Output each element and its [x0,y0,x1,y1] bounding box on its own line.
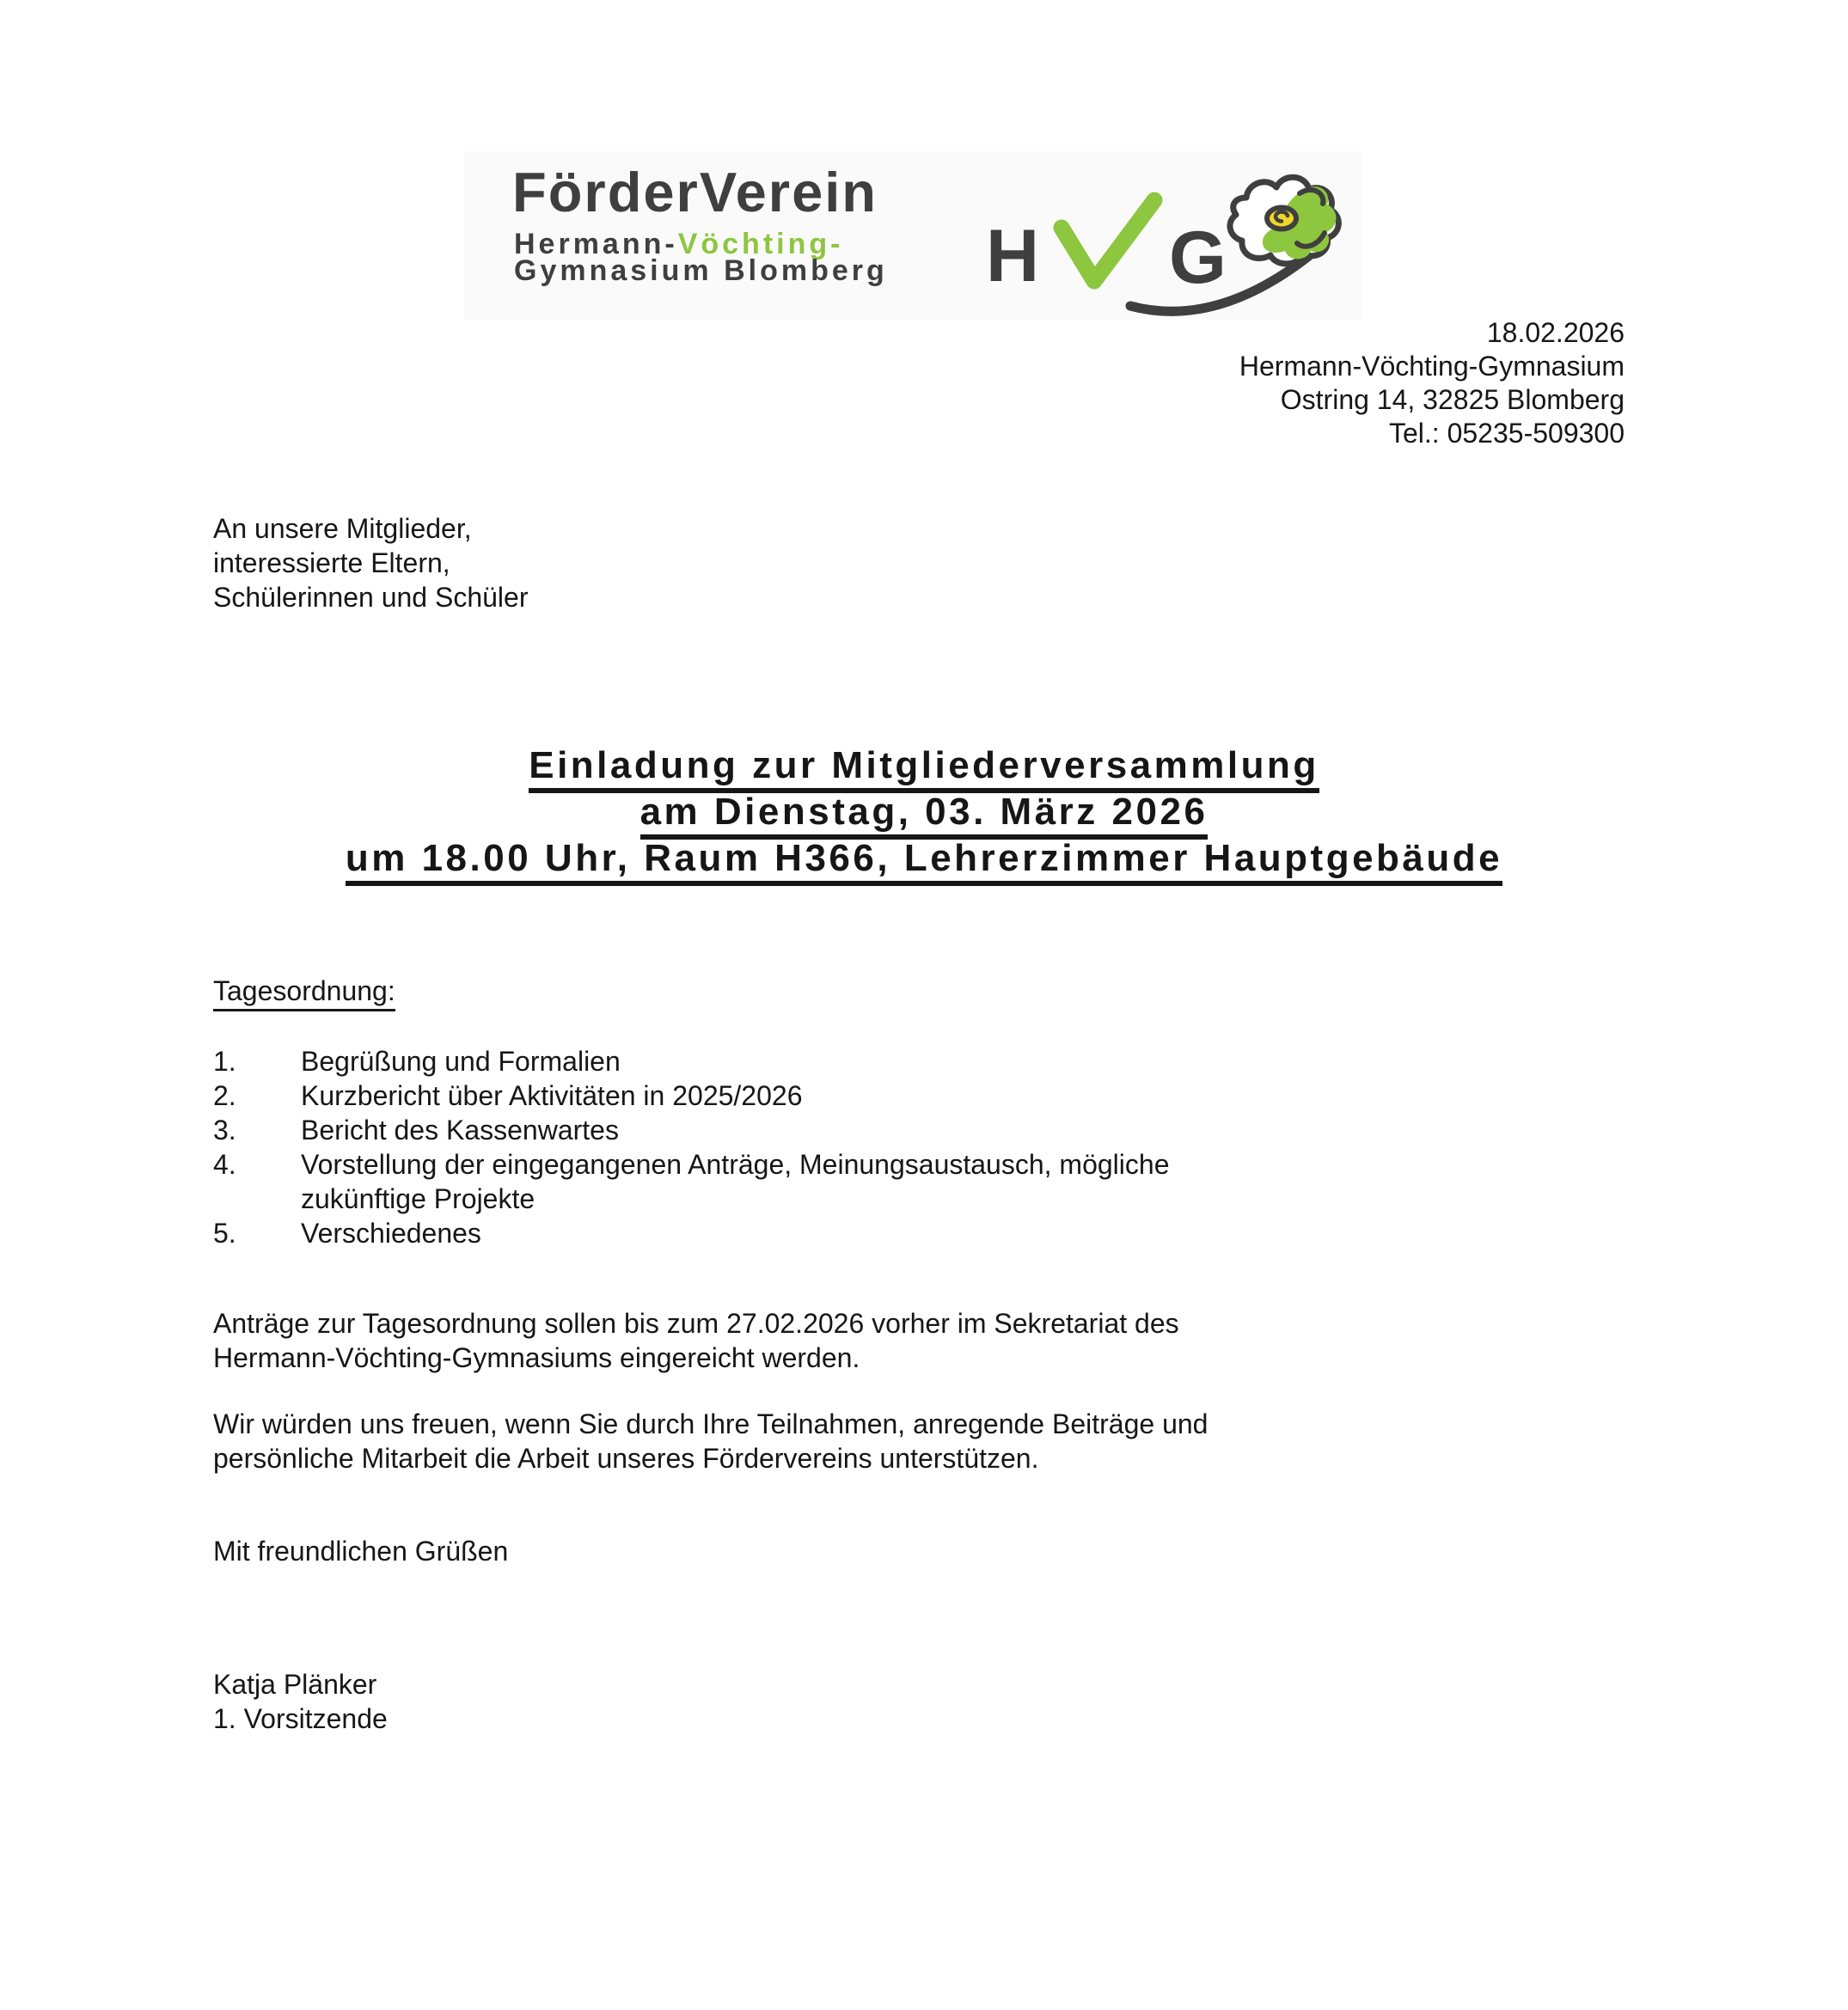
recipient-line: interessierte Eltern, [213,547,450,578]
agenda-item-text: zukünftige Projekte [301,1183,535,1214]
letter-title-line [0,742,1848,789]
agenda-item [213,1147,1169,1216]
letter-title-line [0,835,1848,882]
signature-block [213,1667,388,1736]
body-paragraph [213,1306,1179,1375]
recipient-line: An unsere Mitglieder, [213,513,472,544]
agenda-item [213,1113,1169,1147]
letter-date: 18.02.2026 [1486,317,1625,348]
agenda-item [213,1044,1169,1078]
paragraph-line: Wir würden uns freuen, wenn Sie durch Ihre Teilnahmen, anregende Beiträge und [213,1408,1209,1439]
recipient-line: Schülerinnen und Schüler [213,582,529,613]
letter-title-line [0,789,1848,835]
signature-role: 1. Vorsitzende [213,1703,388,1734]
paragraph-line: Hermann-Vöchting-Gymnasiums eingereicht werden. [213,1342,860,1373]
closing-salutation: Mit freundlichen Grüßen [213,1536,509,1567]
agenda-heading-text: Tagesordnung: [213,975,395,1011]
monogram-g: G [1169,217,1227,299]
agenda-item [213,1078,1169,1113]
letter-title-line-3: um 18.00 Uhr, Raum H366, Lehrerzimmer Hauptgebäude [346,837,1502,886]
logo-subtitle-green-part: Vöchting- [677,228,844,260]
agenda-item-number: 2. [213,1080,236,1111]
agenda-item [213,1216,1169,1250]
letter-title-line-2: am Dienstag, 03. März 2026 [640,791,1209,840]
sender-line: Hermann-Vöchting-Gymnasium [1239,351,1625,382]
logo-subtitle-dark-part: Hermann- [514,228,678,260]
agenda-item-text: Kurzbericht über Aktivitäten in 2025/2026 [301,1080,803,1111]
agenda-item-number: 4. [213,1149,236,1180]
logo-subtitle-line2: Gymnasium Blomberg [514,254,888,287]
sender-block [1239,316,1625,450]
sender-line: Tel.: 05235-509300 [1389,418,1625,449]
letter-title [0,742,1848,882]
agenda-item-text: Begrüßung und Formalien [301,1046,621,1077]
agenda-item-text: Bericht des Kassenwartes [301,1115,619,1146]
agenda-heading [213,974,395,1008]
agenda-item-text: Verschiedenes [301,1218,481,1249]
agenda-item-text: Vorstellung der eingegangenen Anträge, Meinungsaustausch, mögliche [301,1149,1170,1180]
agenda-list [213,1044,1169,1250]
paragraph-line: persönliche Mitarbeit die Arbeit unseres Fördervereins unterstützen. [213,1443,1039,1474]
logo-title: FörderVerein [512,161,878,223]
hvg-logo-art [928,146,1362,344]
flower-icon [1230,177,1338,264]
agenda-item-number: 3. [213,1115,236,1146]
letter-title-line-1: Einladung zur Mitgliederversammlung [529,744,1319,793]
paragraph-line: Anträge zur Tagesordnung sollen bis zum 27.02.2026 vorher im Sekretariat des [213,1308,1179,1339]
recipient-block [213,511,528,614]
agenda-item-number: 5. [213,1218,236,1249]
monogram-h: H [986,215,1040,297]
monogram-v-checkmark-icon [1062,200,1154,281]
body-paragraph [213,1407,1208,1475]
agenda-item-number: 1. [213,1046,236,1077]
signature-name: Katja Plänker [213,1669,377,1700]
sender-line: Ostring 14, 32825 Blomberg [1280,384,1625,415]
